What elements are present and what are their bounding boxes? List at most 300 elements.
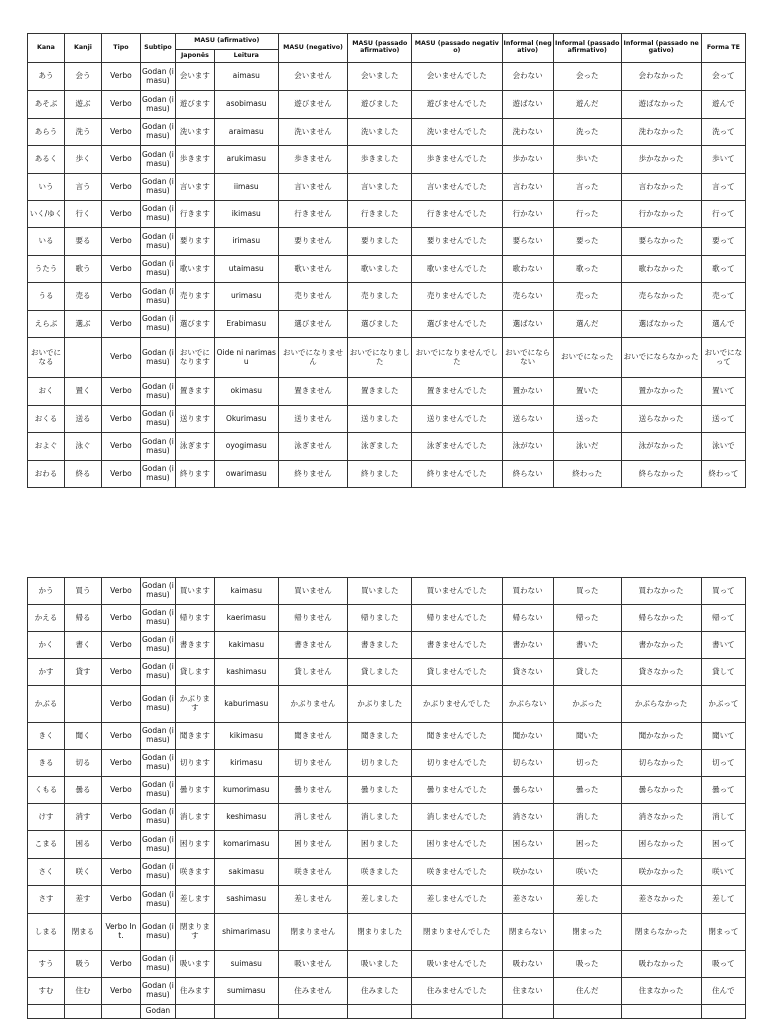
cell-forma-te: 書いて (701, 632, 745, 659)
cell-informal-passado-afirmativo: 要った (553, 228, 621, 256)
col-header-japones: Japonês (175, 50, 214, 63)
cell-tipo: Verbo (101, 686, 140, 723)
cell-masu-japones: 洗います (175, 119, 214, 146)
cell-masu-leitura: owarimasu (214, 461, 278, 488)
cell-informal-passado-negativo: かぶらなかった (621, 686, 701, 723)
cell-forma-te: 歌って (701, 256, 745, 283)
table-row (28, 338, 746, 378)
cell-masu-negativo: 遊びません (278, 91, 348, 119)
cell-masu-passado-afirmativo: 帰りました (348, 605, 412, 632)
cell-masu-japones: 貸します (175, 659, 214, 686)
cell-kanji: 泳ぐ (64, 433, 101, 461)
cell-masu-negativo: 困りません (278, 831, 348, 859)
cell-informal-passado-afirmativo: 洗った (553, 119, 621, 146)
cell-masu-passado-negativo: 歩きませんでした (412, 146, 502, 174)
cell-masu-passado-negativo: 置きませんでした (412, 378, 502, 406)
col-header-kanji: Kanji (64, 34, 101, 63)
cell-masu-passado-negativo: 選びませんでした (412, 311, 502, 338)
cell-masu-passado-negativo: 売りませんでした (412, 283, 502, 311)
cell-subtipo: Godan (imasu) (140, 91, 175, 119)
cell-informal-negativo: 泳がない (502, 433, 553, 461)
cell-informal-passado-afirmativo: 書いた (553, 632, 621, 659)
cell-informal-negativo: 歌わない (502, 256, 553, 283)
cell-kanji: 言う (64, 174, 101, 201)
cell-masu-negativo: 吸いません (278, 951, 348, 978)
cell-masu-leitura: Oide ni narimasu (214, 338, 278, 378)
cell-masu-leitura: arukimasu (214, 146, 278, 174)
cell-tipo: Verbo (101, 859, 140, 886)
cell-tipo: Verbo (101, 886, 140, 914)
cell-masu-leitura: utaimasu (214, 256, 278, 283)
cell-masu-passado-afirmativo: 言いました (348, 174, 412, 201)
cell-masu-passado-negativo: 書きませんでした (412, 632, 502, 659)
cell-masu-passado-negativo: おいでになりませんでした (412, 338, 502, 378)
cell-masu-passado-afirmativo: 書きました (348, 632, 412, 659)
cell-masu-leitura: kumorimasu (214, 777, 278, 804)
cell-subtipo: Godan (imasu) (140, 605, 175, 632)
cell-tipo: Verbo Int. (101, 914, 140, 951)
cell-informal-passado-afirmativo: 買った (553, 578, 621, 605)
cell-informal-passado-negativo: おいでにならなかった (621, 338, 701, 378)
col-header-masu-passado-afirmativo: MASU (passado afirmativo) (348, 34, 412, 63)
col-header-masu-passado-negativo: MASU (passado negativo) (412, 34, 502, 63)
cell-subtipo: Godan (imasu) (140, 283, 175, 311)
cell-informal-passado-negativo: 会わなかった (621, 63, 701, 91)
cell-masu-negativo: 選びません (278, 311, 348, 338)
table-row (28, 146, 746, 174)
cell-kana: くもる (28, 777, 65, 804)
table-row (28, 378, 746, 406)
cell-masu-passado-negativo: 言いませんでした (412, 174, 502, 201)
cell-forma-te: 要って (701, 228, 745, 256)
table-row (28, 605, 746, 632)
cell-informal-passado-negativo: 選ばなかった (621, 311, 701, 338)
cell-kanji: 差す (64, 886, 101, 914)
cell-subtipo: Godan (imasu) (140, 406, 175, 433)
cell-masu-passado-afirmativo: 貸しました (348, 659, 412, 686)
cell-informal-passado-afirmativo: 歌った (553, 256, 621, 283)
cell-tipo: Verbo (101, 605, 140, 632)
cell-tipo: Verbo (101, 63, 140, 91)
cell-masu-negativo: かぶりません (278, 686, 348, 723)
cell-masu-japones: 会います (175, 63, 214, 91)
cell-masu-passado-afirmativo: 聞きました (348, 723, 412, 750)
cell-informal-negativo: 置かない (502, 378, 553, 406)
cell-masu-negativo: 差しません (278, 886, 348, 914)
cell-masu-negativo: 咲きません (278, 859, 348, 886)
cell-masu-japones: 終ります (175, 461, 214, 488)
cell-masu-passado-afirmativo: 選びました (348, 311, 412, 338)
cell-masu-japones (175, 1005, 214, 1019)
cell-masu-passado-negativo: 歌いませんでした (412, 256, 502, 283)
cell-kana: きる (28, 750, 65, 777)
cell-informal-negativo: 書かない (502, 632, 553, 659)
cell-informal-negativo: 咲かない (502, 859, 553, 886)
cell-forma-te: 住んで (701, 978, 745, 1005)
cell-informal-passado-negativo (621, 1005, 701, 1019)
cell-forma-te: 言って (701, 174, 745, 201)
cell-informal-negativo: 貸さない (502, 659, 553, 686)
cell-informal-negativo: 切らない (502, 750, 553, 777)
cell-kanji (64, 1005, 101, 1019)
cell-masu-leitura: okimasu (214, 378, 278, 406)
cell-masu-leitura: kikimasu (214, 723, 278, 750)
cell-forma-te: 差して (701, 886, 745, 914)
cell-masu-passado-afirmativo: 吸いました (348, 951, 412, 978)
table-row (28, 311, 746, 338)
cell-subtipo: Godan (imasu) (140, 433, 175, 461)
cell-informal-passado-afirmativo: 困った (553, 831, 621, 859)
cell-masu-leitura: sumimasu (214, 978, 278, 1005)
cell-masu-passado-negativo: 洗いませんでした (412, 119, 502, 146)
cell-informal-passado-afirmativo: 終わった (553, 461, 621, 488)
cell-informal-passado-negativo: 言わなかった (621, 174, 701, 201)
cell-kana: さく (28, 859, 65, 886)
cell-kana: あそぶ (28, 91, 65, 119)
cell-masu-japones: 売ります (175, 283, 214, 311)
cell-masu-passado-negativo: 帰りませんでした (412, 605, 502, 632)
table-row (28, 174, 746, 201)
cell-masu-negativo: 歌いません (278, 256, 348, 283)
cell-masu-passado-negativo: 住みませんでした (412, 978, 502, 1005)
cell-informal-negativo: 洗わない (502, 119, 553, 146)
cell-informal-passado-afirmativo: 歩いた (553, 146, 621, 174)
cell-tipo: Verbo (101, 659, 140, 686)
cell-forma-te: 終わって (701, 461, 745, 488)
cell-informal-passado-negativo: 遊ばなかった (621, 91, 701, 119)
cell-informal-passado-negativo: 終らなかった (621, 461, 701, 488)
cell-informal-negativo: 遊ばない (502, 91, 553, 119)
cell-forma-te: 選んで (701, 311, 745, 338)
cell-masu-passado-negativo: 咲きませんでした (412, 859, 502, 886)
cell-forma-te: おいでになって (701, 338, 745, 378)
cell-masu-negativo: 洗いません (278, 119, 348, 146)
cell-kana: すう (28, 951, 65, 978)
cell-masu-negativo: 会いません (278, 63, 348, 91)
verb-table-2 (27, 577, 746, 1019)
cell-tipo: Verbo (101, 723, 140, 750)
table-row (28, 978, 746, 1005)
cell-kana: いる (28, 228, 65, 256)
table-row (28, 63, 746, 91)
table-row (28, 461, 746, 488)
cell-informal-negativo: 曇らない (502, 777, 553, 804)
cell-tipo: Verbo (101, 951, 140, 978)
cell-informal-negativo: 終らない (502, 461, 553, 488)
cell-kanji: 歩く (64, 146, 101, 174)
cell-masu-japones: 書きます (175, 632, 214, 659)
cell-masu-leitura: Erabimasu (214, 311, 278, 338)
cell-informal-passado-afirmativo: 切った (553, 750, 621, 777)
table-row (28, 578, 746, 605)
cell-informal-negativo: 言わない (502, 174, 553, 201)
cell-tipo: Verbo (101, 146, 140, 174)
cell-masu-leitura: kakimasu (214, 632, 278, 659)
col-header-subtipo: Subtipo (140, 34, 175, 63)
col-header-masu-afirmativo: MASU (afirmativo) (175, 34, 278, 50)
cell-informal-passado-afirmativo: 選んだ (553, 311, 621, 338)
cell-informal-passado-negativo: 消さなかった (621, 804, 701, 831)
cell-masu-passado-negativo: 遊びませんでした (412, 91, 502, 119)
cell-forma-te: 遊んで (701, 91, 745, 119)
col-header-tipo: Tipo (101, 34, 140, 63)
table-row (28, 201, 746, 228)
cell-informal-passado-afirmativo: 行った (553, 201, 621, 228)
cell-informal-passado-afirmativo: 置いた (553, 378, 621, 406)
cell-informal-passado-negativo: 要らなかった (621, 228, 701, 256)
cell-kanji: 切る (64, 750, 101, 777)
cell-kana: およぐ (28, 433, 65, 461)
cell-subtipo: Godan (imasu) (140, 578, 175, 605)
cell-kanji: 要る (64, 228, 101, 256)
cell-informal-passado-negativo: 住まなかった (621, 978, 701, 1005)
cell-informal-passado-negativo: 歌わなかった (621, 256, 701, 283)
cell-masu-negativo: 要りません (278, 228, 348, 256)
cell-kana: さす (28, 886, 65, 914)
cell-kana: あるく (28, 146, 65, 174)
cell-forma-te: 買って (701, 578, 745, 605)
cell-subtipo: Godan (imasu) (140, 804, 175, 831)
cell-masu-passado-afirmativo: おいでになりました (348, 338, 412, 378)
cell-masu-negativo: 置きません (278, 378, 348, 406)
cell-informal-negativo: 買わない (502, 578, 553, 605)
cell-kanji: 置く (64, 378, 101, 406)
cell-masu-passado-negativo (412, 1005, 502, 1019)
cell-kana: うたう (28, 256, 65, 283)
cell-informal-negativo: 要らない (502, 228, 553, 256)
cell-tipo: Verbo (101, 804, 140, 831)
cell-masu-passado-afirmativo: 会いました (348, 63, 412, 91)
cell-informal-negativo: 帰らない (502, 605, 553, 632)
cell-masu-passado-afirmativo: かぶりました (348, 686, 412, 723)
cell-kanji: 買う (64, 578, 101, 605)
cell-masu-passado-afirmativo: 行きました (348, 201, 412, 228)
cell-masu-passado-afirmativo: 置きました (348, 378, 412, 406)
table-row (28, 632, 746, 659)
cell-masu-passado-negativo: 差しませんでした (412, 886, 502, 914)
cell-masu-japones: 買います (175, 578, 214, 605)
cell-forma-te (701, 1005, 745, 1019)
cell-forma-te: 会って (701, 63, 745, 91)
cell-masu-passado-negativo: 聞きませんでした (412, 723, 502, 750)
cell-masu-passado-negativo: 泳ぎませんでした (412, 433, 502, 461)
cell-informal-passado-negativo: 咲かなかった (621, 859, 701, 886)
cell-informal-passado-afirmativo: 曇った (553, 777, 621, 804)
cell-kana: しまる (28, 914, 65, 951)
cell-masu-negativo: 貸しません (278, 659, 348, 686)
cell-subtipo: Godan (imasu) (140, 978, 175, 1005)
cell-kanji: 売る (64, 283, 101, 311)
cell-tipo: Verbo (101, 750, 140, 777)
cell-kana: かぶる (28, 686, 65, 723)
table-row (28, 433, 746, 461)
cell-masu-japones: 歌います (175, 256, 214, 283)
cell-masu-japones: 置きます (175, 378, 214, 406)
cell-masu-passado-negativo: かぶりませんでした (412, 686, 502, 723)
cell-subtipo: Godan (imasu) (140, 311, 175, 338)
cell-informal-passado-negativo: 書かなかった (621, 632, 701, 659)
verb-table-1-body (28, 63, 746, 488)
cell-masu-passado-afirmativo: 差しました (348, 886, 412, 914)
cell-masu-passado-negativo: 送りませんでした (412, 406, 502, 433)
cell-forma-te: かぶって (701, 686, 745, 723)
cell-masu-leitura: ikimasu (214, 201, 278, 228)
cell-informal-passado-afirmativo: おいでになった (553, 338, 621, 378)
cell-masu-japones: 帰ります (175, 605, 214, 632)
cell-informal-passado-afirmativo: 閉まった (553, 914, 621, 951)
cell-kanji: 送る (64, 406, 101, 433)
cell-forma-te: 切って (701, 750, 745, 777)
cell-masu-japones: 曇ります (175, 777, 214, 804)
cell-masu-leitura: sakimasu (214, 859, 278, 886)
cell-subtipo: Godan (imasu) (140, 777, 175, 804)
cell-tipo: Verbo (101, 338, 140, 378)
cell-kana: けす (28, 804, 65, 831)
cell-masu-negativo: 言いません (278, 174, 348, 201)
table-row (28, 686, 746, 723)
cell-informal-negativo: 売らない (502, 283, 553, 311)
verb-table-1 (27, 33, 746, 488)
cell-masu-leitura: shimarimasu (214, 914, 278, 951)
table-row (28, 1005, 746, 1019)
cell-masu-leitura: urimasu (214, 283, 278, 311)
cell-kanji: 消す (64, 804, 101, 831)
cell-masu-leitura: aimasu (214, 63, 278, 91)
cell-masu-leitura: asobimasu (214, 91, 278, 119)
cell-subtipo: Godan (imasu) (140, 146, 175, 174)
cell-masu-japones: 切ります (175, 750, 214, 777)
cell-kana: こまる (28, 831, 65, 859)
cell-masu-negativo: 送りません (278, 406, 348, 433)
cell-tipo (101, 1005, 140, 1019)
cell-masu-negativo: 帰りません (278, 605, 348, 632)
cell-masu-negativo: 歩きません (278, 146, 348, 174)
cell-forma-te: 帰って (701, 605, 745, 632)
cell-kana: きく (28, 723, 65, 750)
col-header-forma-te: Forma TE (701, 34, 745, 63)
cell-subtipo: Godan (imasu) (140, 686, 175, 723)
cell-masu-japones: 閉まります (175, 914, 214, 951)
cell-kanji: 帰る (64, 605, 101, 632)
cell-kanji: 終る (64, 461, 101, 488)
cell-forma-te: 歩いて (701, 146, 745, 174)
cell-masu-passado-afirmativo: 住みました (348, 978, 412, 1005)
cell-masu-leitura: kashimasu (214, 659, 278, 686)
cell-masu-passado-afirmativo: 消しました (348, 804, 412, 831)
cell-tipo: Verbo (101, 831, 140, 859)
cell-forma-te: 置いて (701, 378, 745, 406)
cell-informal-passado-afirmativo: 消した (553, 804, 621, 831)
cell-informal-passado-negativo: 泳がなかった (621, 433, 701, 461)
cell-subtipo: Godan (imasu) (140, 201, 175, 228)
cell-masu-passado-afirmativo: 泳ぎました (348, 433, 412, 461)
cell-forma-te: 行って (701, 201, 745, 228)
col-header-informal-negativo: Informal (negativo) (502, 34, 553, 63)
cell-informal-passado-afirmativo: 泳いだ (553, 433, 621, 461)
cell-masu-passado-afirmativo: 遊びました (348, 91, 412, 119)
cell-kanji (64, 686, 101, 723)
cell-informal-passado-afirmativo: 貸した (553, 659, 621, 686)
cell-masu-leitura: komarimasu (214, 831, 278, 859)
table-row (28, 256, 746, 283)
cell-kanji: 聞く (64, 723, 101, 750)
cell-forma-te: 困って (701, 831, 745, 859)
cell-kanji: 困る (64, 831, 101, 859)
col-header-masu-negativo: MASU (negativo) (278, 34, 348, 63)
cell-masu-leitura: irimasu (214, 228, 278, 256)
cell-masu-passado-afirmativo: 要りました (348, 228, 412, 256)
cell-informal-negativo: かぶらない (502, 686, 553, 723)
cell-tipo: Verbo (101, 311, 140, 338)
cell-tipo: Verbo (101, 578, 140, 605)
cell-tipo: Verbo (101, 228, 140, 256)
cell-informal-passado-negativo: 置かなかった (621, 378, 701, 406)
cell-masu-passado-afirmativo: 終りました (348, 461, 412, 488)
cell-informal-negativo: 送らない (502, 406, 553, 433)
cell-masu-negativo: 行きません (278, 201, 348, 228)
cell-informal-passado-negativo: 吸わなかった (621, 951, 701, 978)
cell-kana: おわる (28, 461, 65, 488)
cell-informal-passado-negativo: 貸さなかった (621, 659, 701, 686)
cell-forma-te: 咲いて (701, 859, 745, 886)
table-row (28, 228, 746, 256)
cell-kanji: 会う (64, 63, 101, 91)
cell-informal-passado-afirmativo: 住んだ (553, 978, 621, 1005)
cell-informal-passado-afirmativo: 聞いた (553, 723, 621, 750)
cell-tipo: Verbo (101, 461, 140, 488)
cell-tipo: Verbo (101, 978, 140, 1005)
cell-informal-negativo: 選ばない (502, 311, 553, 338)
cell-tipo: Verbo (101, 378, 140, 406)
cell-masu-japones: 困ります (175, 831, 214, 859)
cell-kanji: 曇る (64, 777, 101, 804)
cell-informal-negativo: 聞かない (502, 723, 553, 750)
cell-masu-passado-afirmativo: 曇りました (348, 777, 412, 804)
cell-tipo: Verbo (101, 256, 140, 283)
cell-informal-negativo: 歩かない (502, 146, 553, 174)
cell-masu-leitura: iimasu (214, 174, 278, 201)
cell-subtipo: Godan (imasu) (140, 63, 175, 91)
cell-masu-passado-negativo: 行きませんでした (412, 201, 502, 228)
cell-informal-negativo: 閉まらない (502, 914, 553, 951)
cell-subtipo: Godan (imasu) (140, 174, 175, 201)
cell-tipo: Verbo (101, 119, 140, 146)
cell-masu-japones: 吸います (175, 951, 214, 978)
cell-masu-leitura: kaerimasu (214, 605, 278, 632)
cell-kanji: 吸う (64, 951, 101, 978)
cell-informal-negativo: 差さない (502, 886, 553, 914)
cell-forma-te: 閉まって (701, 914, 745, 951)
cell-masu-japones: かぶります (175, 686, 214, 723)
cell-masu-japones: 咲きます (175, 859, 214, 886)
cell-informal-negativo: おいでにならない (502, 338, 553, 378)
cell-kana: うる (28, 283, 65, 311)
cell-kana: あらう (28, 119, 65, 146)
cell-forma-te: 聞いて (701, 723, 745, 750)
cell-forma-te: 売って (701, 283, 745, 311)
cell-masu-passado-afirmativo: 咲きました (348, 859, 412, 886)
cell-masu-leitura: kaimasu (214, 578, 278, 605)
cell-subtipo: Godan (imasu) (140, 723, 175, 750)
cell-informal-passado-negativo: 曇らなかった (621, 777, 701, 804)
cell-subtipo: Godan (imasu) (140, 338, 175, 378)
cell-kana: えらぶ (28, 311, 65, 338)
cell-kana: すむ (28, 978, 65, 1005)
cell-masu-negativo: 聞きません (278, 723, 348, 750)
cell-masu-leitura: kaburimasu (214, 686, 278, 723)
cell-tipo: Verbo (101, 632, 140, 659)
cell-tipo: Verbo (101, 433, 140, 461)
